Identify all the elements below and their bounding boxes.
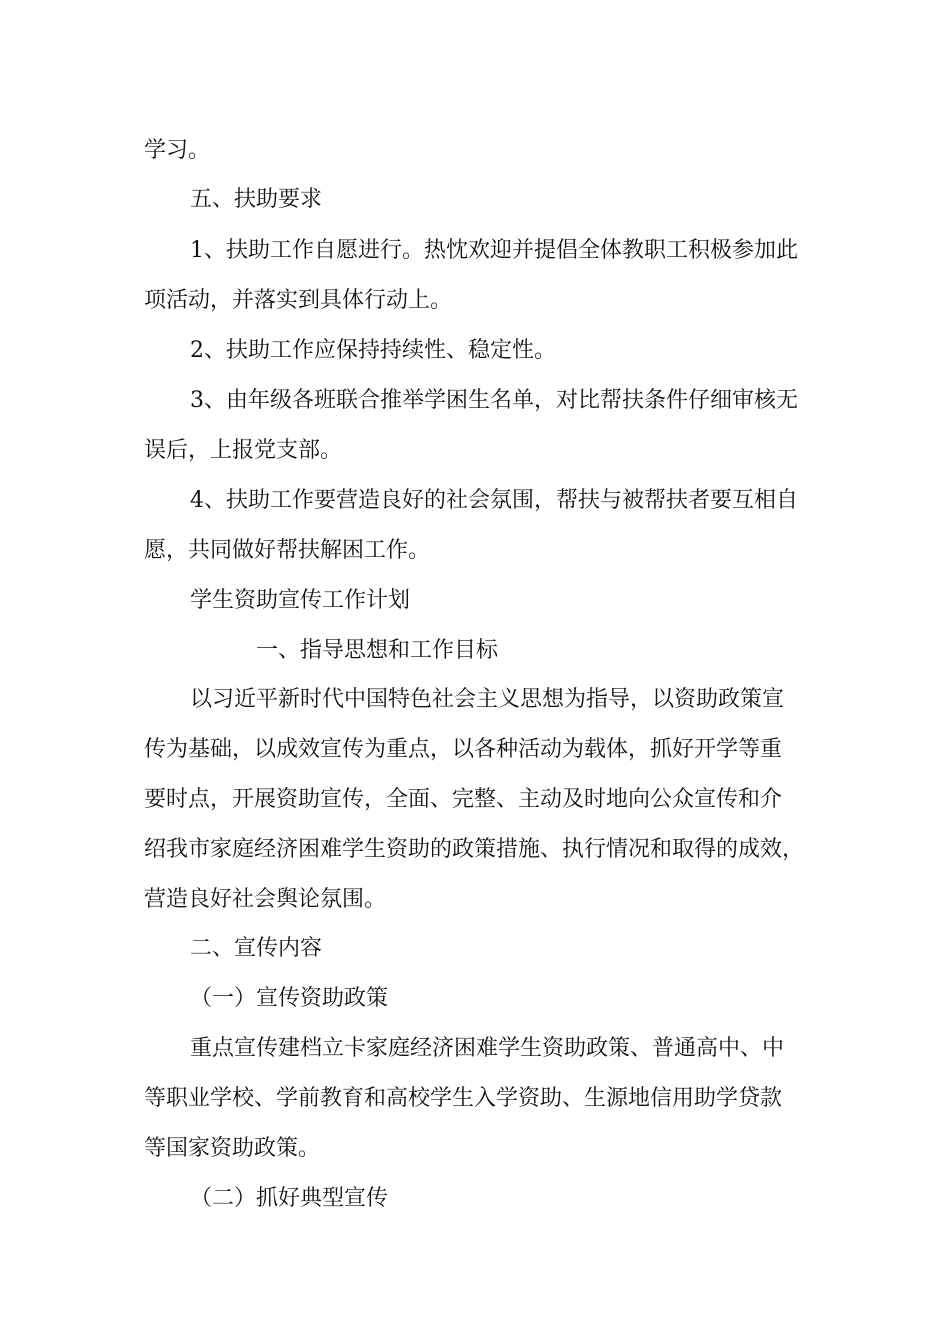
text-line: 愿，共同做好帮扶解困工作。 — [144, 538, 431, 563]
text-line: 项活动，并落实到具体行动上。 — [144, 288, 453, 313]
section-heading: 五、扶助要求 — [190, 187, 323, 212]
subsection-heading: （二）抓好典型宣传 — [190, 1186, 389, 1211]
text-line: 等国家资助政策。 — [144, 1136, 321, 1161]
text-line: 绍我市家庭经济困难学生资助的政策措施、执行情况和取得的成效， — [144, 837, 805, 862]
text-line: 以习近平新时代中国特色社会主义思想为指导，以资助政策宣 — [190, 687, 785, 712]
text-line: 4、扶助工作要营造良好的社会氛围，帮扶与被帮扶者要互相自 — [190, 488, 798, 513]
text-line: 营造良好社会舆论氛围。 — [144, 887, 387, 912]
text-line: 误后，上报党支部。 — [144, 438, 343, 463]
text-line: 2、扶助工作应保持持续性、稳定性。 — [190, 338, 556, 363]
text-line: 1、扶助工作自愿进行。热忱欢迎并提倡全体教职工积极参加此 — [190, 238, 798, 263]
section-heading: 一、指导思想和工作目标 — [256, 638, 499, 663]
text-line: 3、由年级各班联合推举学困生名单，对比帮扶条件仔细审核无 — [190, 388, 798, 413]
section-heading: 二、宣传内容 — [190, 936, 323, 961]
text-line: 重点宣传建档立卡家庭经济困难学生资助政策、普通高中、中 — [190, 1036, 785, 1061]
text-line: 要时点，开展资助宣传，全面、完整、主动及时地向公众宣传和介 — [144, 787, 783, 812]
text-line: 传为基础，以成效宣传为重点，以各种活动为载体，抓好开学等重 — [144, 737, 783, 762]
text-line: 等职业学校、学前教育和高校学生入学资助、生源地信用助学贷款 — [144, 1086, 783, 1111]
text-line: 学习。 — [144, 138, 211, 163]
document-title: 学生资助宣传工作计划 — [190, 588, 411, 613]
subsection-heading: （一）宣传资助政策 — [190, 986, 389, 1011]
